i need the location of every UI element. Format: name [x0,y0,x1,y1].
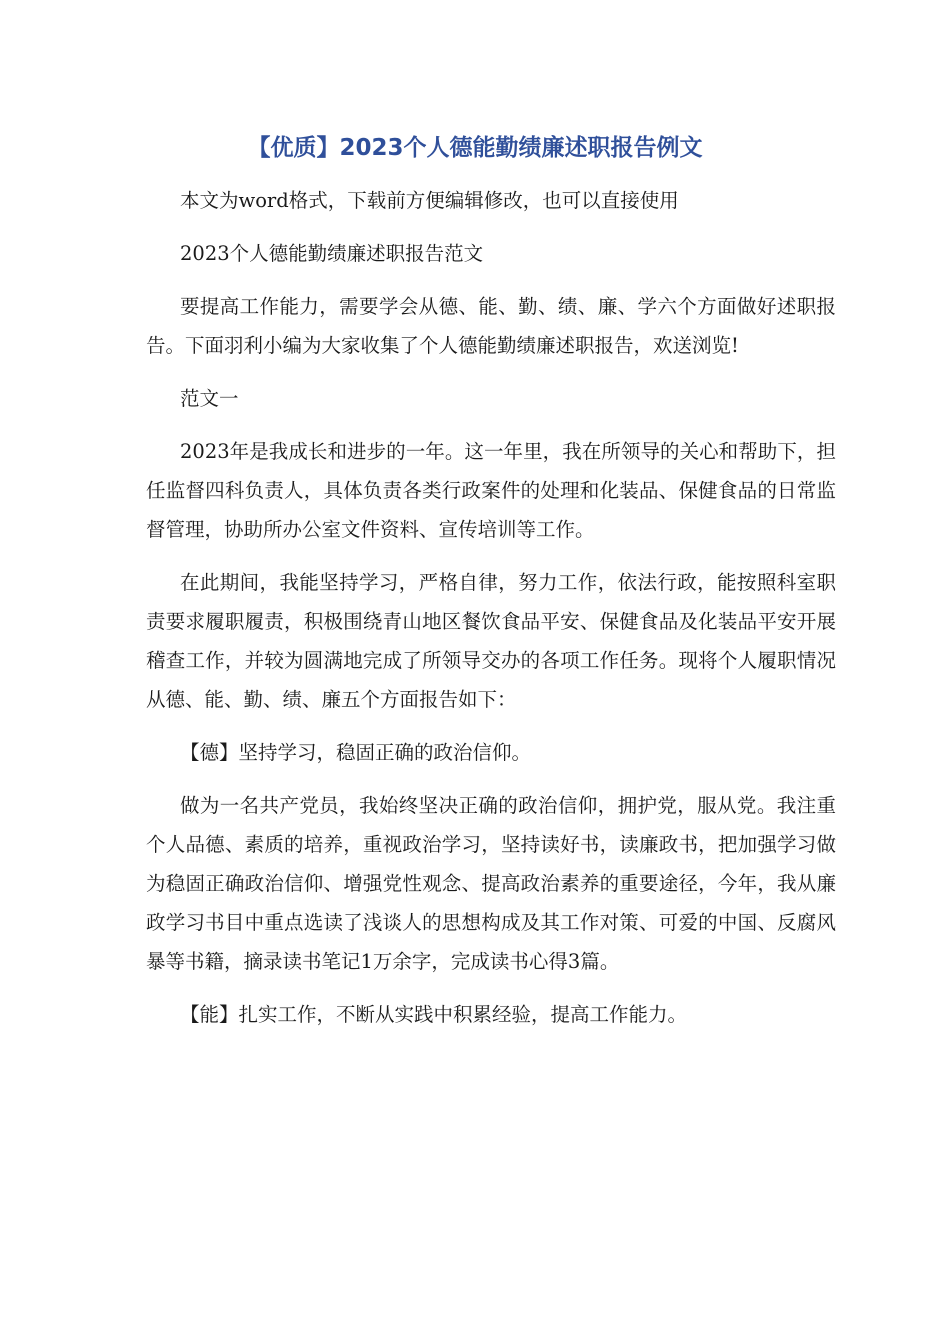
year-overview-paragraph: 2023年是我成长和进步的一年。这一年里，我在所领导的关心和帮助下，担任监督四科负责人，具体负责各类行政案件的处理和化装品、保健食品的日常监督管理，协助所办公室文件资料、宣传培训等工作。 [146,440,836,541]
duties-paragraph: 在此期间，我能坚持学习，严格自律，努力工作，依法行政，能按照科室职责要求履职履责，积极围绕青山地区餐饮食品平安、保健食品及化装品平安开展稽查工作，并较为圆满地完成了所领导交办的各项工作任务。现将个人履职情况从德、能、勤、绩、廉五个方面报告如下： [146,571,836,711]
intro-paragraph: 要提高工作能力，需要学会从德、能、勤、绩、廉、学六个方面做好述职报告。下面羽利小编为大家收集了个人德能勤绩廉述职报告，欢送浏览! [146,295,836,357]
sample-heading: 范文一 [180,387,239,410]
document-body [146,181,836,1048]
section-heading-neng: 【能】扎实工作，不断从实践中积累经验，提高工作能力。 [180,1003,688,1026]
section-heading-de: 【德】坚持学习，稳固正确的政治信仰。 [180,741,532,764]
format-note-paragraph: 本文为word格式，下载前方便编辑修改，也可以直接使用 [180,189,679,212]
de-content-paragraph: 做为一名共产党员，我始终坚决正确的政治信仰，拥护党，服从党。我注重个人品德、素质的培养，重视政治学习，坚持读好书，读廉政书，把加强学习做为稳固正确政治信仰、增强党性观念、提高政治素养的重要途径，今年，我从廉政学习书目中重点选读了浅谈人的思想构成及其工作对策、可爱的中国、反腐风暴等书籍，摘录读书笔记1万余字，完成读书心得3篇。 [146,794,836,973]
document-title: 【优质】2023个人德能勤绩廉述职报告例文 [247,135,703,161]
subtitle-paragraph: 2023个人德能勤绩廉述职报告范文 [180,242,484,265]
